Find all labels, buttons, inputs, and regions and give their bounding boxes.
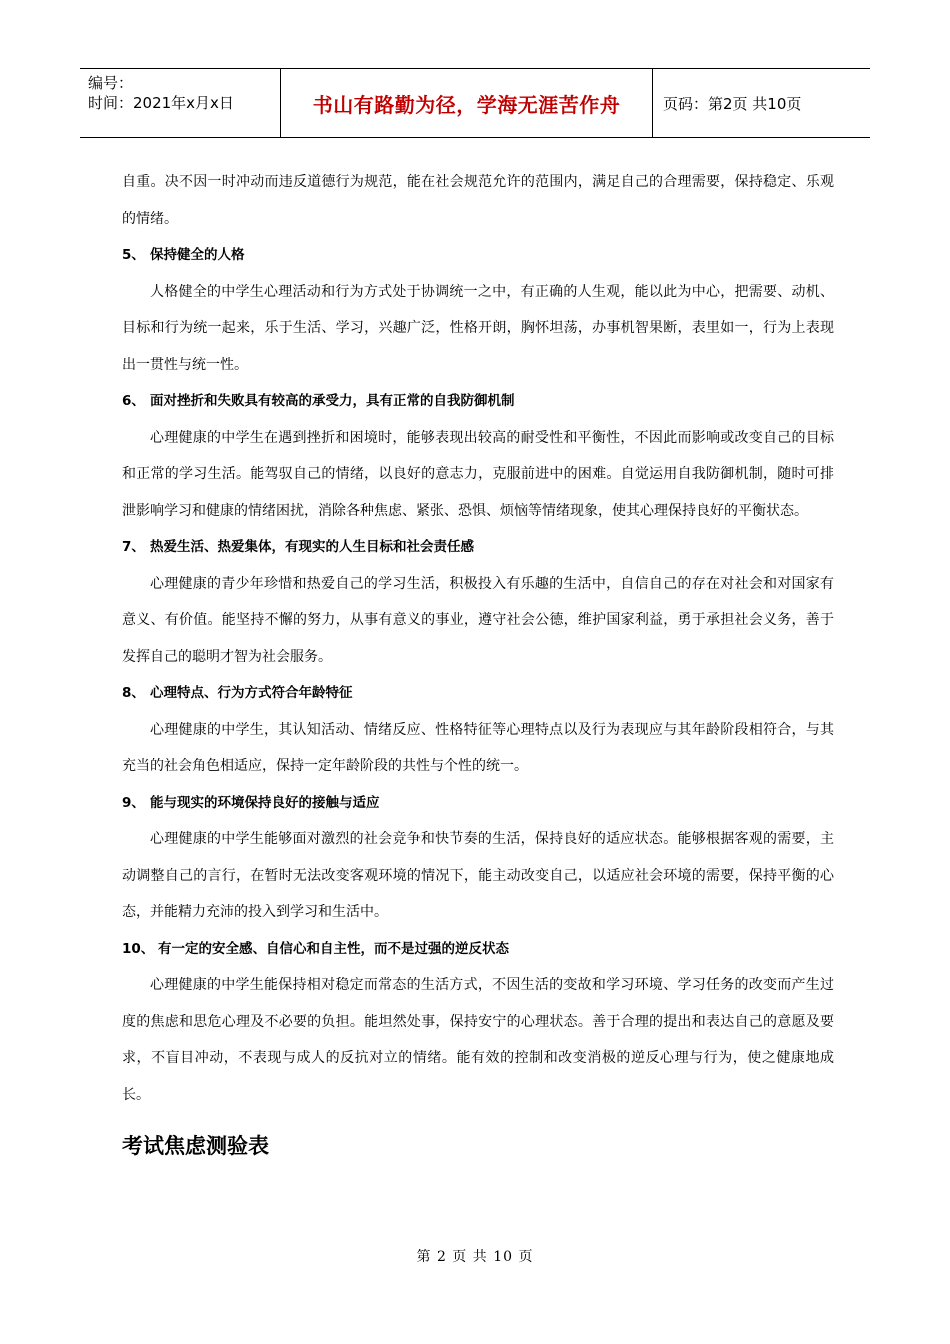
- paragraph: 心理健康的青少年珍惜和热爱自己的学习生活，积极投入有乐趣的生活中，自信自己的存在对社会和对国家有意义、有价值。能坚持不懈的努力，从事有意义的事业，遵守社会公德，维护国家利益，勇于承担社会义务，善于发挥自己的聪明才智为社会服务。: [122, 575, 834, 665]
- section-heading: [122, 529, 834, 566]
- paragraph: 心理健康的中学生能够面对激烈的社会竞争和快节奏的生活，保持良好的适应状态。能够根据客观的需要，主动调整自己的言行，在暂时无法改变客观环境的情况下，能主动改变自己，以适应社会环境的需要，保持平衡的心态，并能精力充沛的投入到学习和生活中。: [122, 831, 834, 920]
- section-title-heading: 考试焦虑测验表: [122, 1134, 269, 1158]
- header-number: 编号：: [88, 74, 134, 92]
- section-heading: [122, 383, 834, 420]
- header-motto: 书山有路勤为径，学海无涯苦作舟: [312, 92, 621, 117]
- section-number: 8、: [122, 685, 145, 701]
- section-number: 5、: [122, 247, 145, 263]
- section-heading: [122, 675, 834, 712]
- section-heading: [122, 237, 834, 274]
- paragraph: 心理健康的中学生，其认知活动、情绪反应、性格特征等心理特点以及行为表现应与其年龄阶段相符合，与其充当的社会角色相适应，保持一定年龄阶段的共性与个性的统一。: [122, 721, 834, 774]
- section-title: 面对挫折和失败具有较高的承受力，具有正常的自我防御机制: [150, 393, 515, 409]
- section-title: 热爱生活、热爱集体，有现实的人生目标和社会责任感: [150, 539, 474, 555]
- section-number: 7、: [122, 539, 145, 555]
- header-motto-cell: [281, 69, 653, 137]
- section-heading: [122, 785, 834, 822]
- paragraph: 心理健康的中学生在遇到挫折和困境时，能够表现出较高的耐受性和平衡性，不因此而影响或改变自己的目标和正常的学习生活。能驾驭自己的情绪，以良好的意志力，克服前进中的困难。自觉运用自我防御机制，随时可排泄影响学习和健康的情绪困扰，消除各种焦虑、紧张、恐惧、烦恼等情绪现象，使其心理保持良好的平衡状态。: [122, 429, 834, 519]
- page-header: [80, 68, 870, 138]
- section-heading: [122, 931, 834, 968]
- header-meta: [80, 69, 281, 137]
- header-page-info: 页码：第2页 共10页: [663, 94, 802, 113]
- section-title: 能与现实的环境保持良好的接触与适应: [150, 794, 380, 811]
- paragraph: 自重。决不因一时冲动而违反道德行为规范，能在社会规范允许的范围内，满足自己的合理需要，保持稳定、乐观的情绪。: [122, 174, 834, 227]
- section-number: 9、: [122, 794, 145, 811]
- section-number: 10、: [122, 940, 155, 957]
- section-title: 保持健全的人格: [150, 247, 245, 263]
- section-title: 有一定的安全感、自信心和自主性，而不是过强的逆反状态: [158, 940, 509, 957]
- section-number: 6、: [122, 393, 145, 409]
- body-content: [122, 164, 834, 1113]
- page-footer: 第 2 页 共 10 页: [416, 1249, 534, 1265]
- paragraph: 心理健康的中学生能保持相对稳定而常态的生活方式，不因生活的变故和学习环境、学习任务的改变而产生过度的焦虑和思危心理及不必要的负担。能坦然处事，保持安宁的心理状态。善于合理的提出和表达自己的意愿及要求，不盲目冲动，不表现与成人的反抗对立的情绪。能有效的控制和改变消极的逆反心理与行为，使之健康地成长。: [122, 977, 834, 1103]
- header-time: 时间：2021年x月x日: [88, 94, 234, 112]
- section-title: 心理特点、行为方式符合年龄特征: [150, 685, 353, 701]
- paragraph: 人格健全的中学生心理活动和行为方式处于协调统一之中，有正确的人生观，能以此为中心，把需要、动机、目标和行为统一起来，乐于生活、学习，兴趣广泛，性格开朗，胸怀坦荡，办事机智果断，表里如一，行为上表现出一贯性与统一性。: [122, 283, 834, 373]
